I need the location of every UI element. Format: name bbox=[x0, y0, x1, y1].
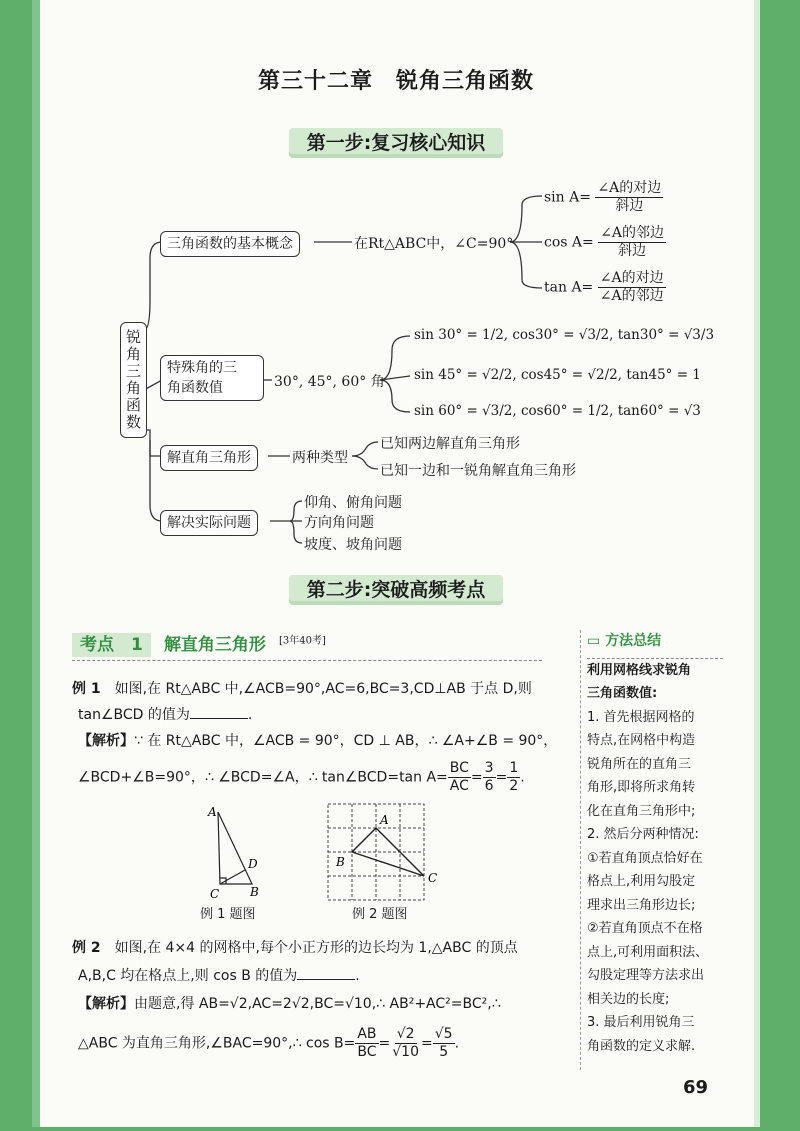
fig2-grid bbox=[328, 804, 424, 900]
method-sub-2: 三角函数值: bbox=[587, 686, 658, 701]
method-line-6: ①若直角顶点恰好在 bbox=[587, 850, 703, 866]
method-line-5: 2. 然后分两种情况: bbox=[587, 827, 699, 842]
fig1-altitude bbox=[220, 870, 245, 884]
method-line-2: 锐角所在的直角三 bbox=[587, 756, 692, 772]
step2-banner: 第二步:突破高频考点 bbox=[289, 575, 504, 605]
method-title-text: 方法总结 bbox=[605, 633, 662, 649]
line-p3 bbox=[290, 521, 302, 543]
tan-den: ∠A的邻边 bbox=[599, 288, 664, 304]
ex2-frac1 bbox=[355, 1026, 378, 1061]
fig1-triangle bbox=[218, 812, 252, 884]
line-tan bbox=[510, 242, 542, 288]
line-t1 bbox=[352, 442, 378, 456]
line-p1 bbox=[290, 501, 302, 521]
kaodian-name: 解直角三角形 bbox=[163, 635, 266, 655]
practical-3: 坡度、坡角问题 bbox=[304, 537, 402, 553]
ex2-q2a: A,B,C 均在格点上,则 cos B 的值为 bbox=[78, 968, 298, 984]
step1-banner: 第一步:复习核心知识 bbox=[289, 128, 504, 158]
page-number: 69 bbox=[682, 1077, 708, 1098]
root-node: 锐角三角函数 bbox=[120, 322, 147, 438]
tan-lhs: tan A= bbox=[544, 279, 594, 296]
ex1-question-2 bbox=[72, 702, 582, 728]
method-line-3: 角形,即将所求角转 bbox=[587, 780, 696, 795]
cos-lhs: cos A= bbox=[544, 234, 594, 251]
method-line-4: 化在直角三角形中; bbox=[587, 803, 696, 819]
ex1-f2n: 3 bbox=[484, 760, 494, 776]
condition-text: 在Rt△ABC中，∠C=90° bbox=[354, 236, 514, 252]
figure-2 bbox=[326, 802, 446, 902]
ex1-answer-1 bbox=[72, 728, 582, 754]
ex2-a2: △ABC 为直角三角形,∠BAC=90°,∴ cos B= bbox=[78, 1035, 356, 1052]
ex1-ans-tag: 【解析】 bbox=[78, 733, 134, 749]
ex1-blank bbox=[190, 704, 248, 719]
ex2-f2n: √2 bbox=[396, 1026, 415, 1042]
ex2-question bbox=[72, 934, 582, 962]
fig1-caption: 例 1 题图 bbox=[200, 907, 256, 922]
line-root-b1 bbox=[144, 242, 162, 330]
row-30: sin 30° = 1/2, cos30° = √3/2, tan30° = √3/3 bbox=[414, 327, 715, 343]
kaodian-header bbox=[72, 630, 542, 661]
fig1-label-D: D bbox=[248, 857, 258, 871]
line-t2 bbox=[352, 456, 378, 469]
ex1-f2d: 6 bbox=[484, 778, 494, 794]
ex1-frac2 bbox=[483, 760, 496, 795]
sin-num: ∠A的对边 bbox=[597, 180, 662, 196]
ex2-q1: 如图,在 4×4 的网格中,每个小正方形的边长均为 1,△ABC 的顶点 bbox=[114, 940, 518, 956]
example-2 bbox=[72, 934, 582, 1061]
type-1: 已知两边解直角三角形 bbox=[380, 436, 520, 452]
ex1-frac3 bbox=[507, 760, 520, 795]
cos-den: 斜边 bbox=[618, 243, 647, 259]
ex2-f3n: √5 bbox=[434, 1026, 453, 1042]
cos-num: ∠A的邻边 bbox=[600, 225, 665, 241]
sin-lhs: sin A= bbox=[544, 189, 591, 206]
ex1-label: 例 1 bbox=[72, 681, 101, 697]
fig1-label-C: C bbox=[210, 887, 220, 900]
two-types: 两种类型 bbox=[292, 450, 348, 466]
ex1-a2: ∠BCD+∠B=90°，∴ ∠BCD=∠A，∴ tan∠BCD=tan A= bbox=[78, 769, 448, 786]
method-title bbox=[587, 630, 723, 659]
tan-num: ∠A的对边 bbox=[599, 270, 664, 286]
ex2-f2d: √10 bbox=[392, 1044, 420, 1060]
special-label-2: 角函数值 bbox=[167, 380, 223, 396]
node-practical: 解决实际问题 bbox=[160, 510, 258, 536]
angles-text: 30°, 45°, 60° 角 bbox=[274, 374, 385, 390]
book-icon: ▭ bbox=[587, 633, 601, 649]
ex2-frac3 bbox=[433, 1026, 455, 1061]
method-line-11: 勾股定理等方法求出 bbox=[587, 968, 705, 983]
ex2-f1n: AB bbox=[357, 1026, 377, 1042]
row-60: sin 60° = √3/2, cos60° = 1/2, tan60° = √3 bbox=[414, 403, 701, 419]
fig2-label-A: A bbox=[380, 813, 389, 827]
side-divider bbox=[580, 630, 582, 1070]
method-sub-1: 利用网格线求锐角 bbox=[587, 662, 692, 678]
ex1-frac1 bbox=[448, 760, 471, 795]
kaodian-tag-text: 考点 bbox=[80, 635, 114, 655]
method-line-1: 特点,在网格中构造 bbox=[587, 733, 696, 748]
ex2-blank bbox=[297, 965, 355, 980]
fig1-label-A: A bbox=[208, 805, 217, 819]
ex1-q2b: . bbox=[247, 707, 253, 723]
formula-tan bbox=[544, 270, 666, 305]
kaodian-tag bbox=[72, 633, 151, 657]
method-line-0: 1. 首先根据网格的 bbox=[587, 709, 695, 725]
chapter-title: 第三十二章 锐角三角函数 bbox=[257, 69, 534, 94]
figure-1 bbox=[200, 800, 290, 900]
ex1-f1d: AC bbox=[449, 778, 469, 794]
ex2-label: 例 2 bbox=[72, 940, 101, 956]
ex1-answer-2: ∠BCD+∠B=90°，∴ ∠BCD=∠A，∴ tan∠BCD=tan A= $\frac{BC}{AC}$ = $\frac{3}{6}$ = $\frac{1}{2}$ . bbox=[78, 760, 525, 794]
cos-frac bbox=[598, 225, 666, 260]
method-line-7: 格点上,利用勾股定 bbox=[587, 874, 696, 889]
kaodian-meta: [3年40考] bbox=[279, 635, 326, 647]
formula-cos bbox=[544, 225, 666, 260]
fig2-label-C: C bbox=[428, 871, 438, 885]
method-line-14: 角函数的定义求解. bbox=[587, 1038, 696, 1054]
method-line-13: 3. 最后利用锐角三 bbox=[587, 1015, 695, 1030]
method-line-12: 相关边的长度; bbox=[587, 991, 670, 1007]
ex2-a1: 由题意,得 AB=√2,AC=2√2,BC=√10,∴ AB²+AC²=BC²,∴ bbox=[134, 996, 501, 1012]
fig2-label-B: B bbox=[336, 855, 345, 869]
node-solve-triangle: 解直角三角形 bbox=[160, 445, 258, 471]
kaodian-num: 1 bbox=[131, 635, 143, 655]
line-sin bbox=[510, 196, 542, 242]
step2-wrap bbox=[32, 575, 760, 602]
ex2-answer-2: △ABC 为直角三角形,∠BAC=90°,∴ cos B= $\frac{AB}{BC}$ = $\frac{√2}{√10}$ = $\frac{√5}{5}$ . bbox=[78, 1026, 460, 1060]
ex2-question-2 bbox=[72, 962, 582, 990]
formula-sin bbox=[544, 180, 663, 215]
node-basic-concept: 三角函数的基本概念 bbox=[160, 231, 300, 257]
page bbox=[32, 0, 760, 1127]
ex1-f1n: BC bbox=[449, 760, 469, 776]
method-line-10: 点上,可利用面积法、 bbox=[587, 944, 709, 960]
type-2: 已知一边和一锐角解直角三角形 bbox=[380, 463, 576, 479]
method-line-8: 理求出三角形边长; bbox=[587, 897, 696, 913]
fig1-label-B: B bbox=[250, 885, 259, 899]
ex2-f1d: BC bbox=[357, 1044, 377, 1060]
ex1-f3d: 2 bbox=[509, 778, 519, 794]
sin-frac bbox=[595, 180, 663, 215]
sin-den: 斜边 bbox=[615, 198, 644, 214]
practical-2: 方向角问题 bbox=[304, 515, 374, 531]
ex1-question bbox=[72, 676, 582, 702]
method-line-9: ②若直角顶点不在格 bbox=[587, 921, 703, 936]
ex1-f3n: 1 bbox=[509, 760, 519, 776]
node-special-angles bbox=[160, 355, 264, 401]
ex2-q2b: . bbox=[355, 968, 360, 984]
fig2-caption: 例 2 题图 bbox=[352, 907, 408, 922]
ex1-a1: ∵ 在 Rt△ABC 中，∠ACB = 90°，CD ⊥ AB，∴ ∠A+∠B = 90°， bbox=[134, 733, 558, 749]
method-summary bbox=[587, 630, 723, 1058]
row-45: sin 45° = √2/2, cos45° = √2/2, tan45° = 1 bbox=[414, 367, 701, 383]
example-1 bbox=[72, 676, 582, 795]
ex2-answer-1 bbox=[72, 990, 582, 1018]
special-label-1: 特殊角的三 bbox=[167, 360, 237, 376]
practical-1: 仰角、俯角问题 bbox=[304, 495, 402, 511]
ex2-frac2 bbox=[390, 1026, 421, 1061]
ex1-q2a: tan∠BCD 的值为 bbox=[78, 707, 190, 723]
tan-frac bbox=[598, 270, 666, 305]
ex1-q1: 如图,在 Rt△ABC 中,∠ACB=90°,AC=6,BC=3,CD⊥AB 于点 D,则 bbox=[114, 681, 532, 697]
ex2-ans-tag: 【解析】 bbox=[78, 996, 134, 1012]
ex2-f3d: 5 bbox=[439, 1044, 449, 1060]
